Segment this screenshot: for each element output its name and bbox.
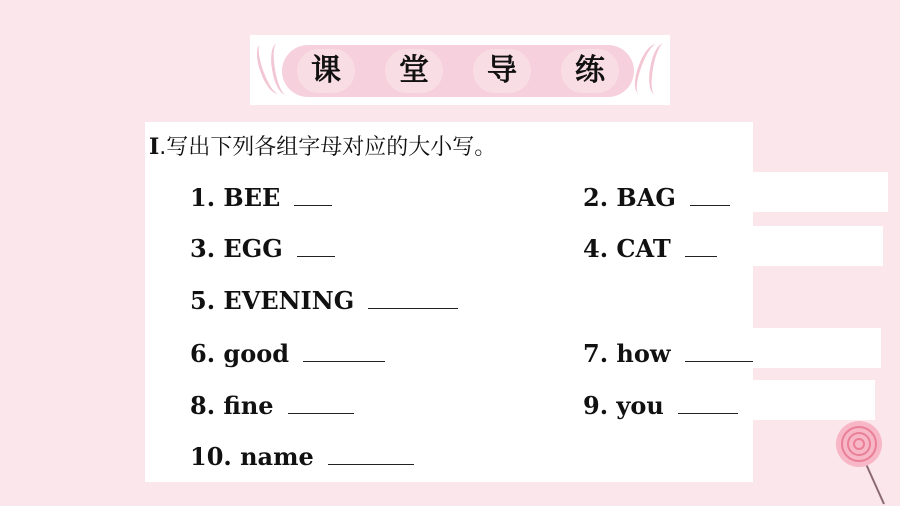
- item-label: 10. name: [190, 442, 314, 471]
- section-banner: [250, 35, 670, 105]
- answer-blank[interactable]: [678, 393, 738, 414]
- item-label: 6. good: [190, 339, 289, 368]
- exercise-item: [583, 391, 738, 420]
- exercise-item: [190, 339, 385, 368]
- panel-extension: [753, 380, 875, 420]
- answer-blank[interactable]: [685, 341, 753, 362]
- banner-char: 课: [297, 49, 355, 93]
- answer-blank[interactable]: [294, 185, 332, 206]
- panel-extension: [753, 226, 883, 266]
- item-label: 1. BEE: [190, 183, 281, 212]
- exercise-item: [190, 234, 335, 263]
- lollipop-icon: [826, 420, 892, 506]
- answer-blank[interactable]: [368, 288, 458, 309]
- item-label: 8. fine: [190, 391, 274, 420]
- exercise-item: [190, 442, 414, 471]
- exercise-item: [190, 286, 458, 315]
- exercise-item: [583, 339, 753, 368]
- exercise-instruction: [149, 130, 496, 161]
- banner-char: 练: [561, 49, 619, 93]
- panel-extension: [753, 328, 881, 368]
- item-label: 9. you: [583, 391, 664, 420]
- banner-char: 导: [473, 49, 531, 93]
- answer-blank[interactable]: [328, 444, 414, 465]
- item-label: 3. EGG: [190, 234, 283, 263]
- banner-title: [282, 45, 634, 97]
- exercise-item: [190, 183, 332, 212]
- item-label: 5. EVENING: [190, 286, 355, 315]
- exercise-item: [583, 234, 717, 263]
- item-label: 4. CAT: [583, 234, 671, 263]
- answer-blank[interactable]: [685, 236, 717, 257]
- exercise-item: [583, 183, 730, 212]
- item-label: 2. BAG: [583, 183, 676, 212]
- answer-blank[interactable]: [690, 185, 730, 206]
- panel-extension: [753, 172, 888, 212]
- item-label: 7. how: [583, 339, 671, 368]
- answer-blank[interactable]: [297, 236, 335, 257]
- instruction-text: .写出下列各组字母对应的大小写。: [159, 135, 497, 160]
- exercise-item: [190, 391, 354, 420]
- banner-char: 堂: [385, 49, 443, 93]
- answer-blank[interactable]: [288, 393, 354, 414]
- exercise-number: Ⅰ: [149, 134, 160, 160]
- answer-blank[interactable]: [303, 341, 385, 362]
